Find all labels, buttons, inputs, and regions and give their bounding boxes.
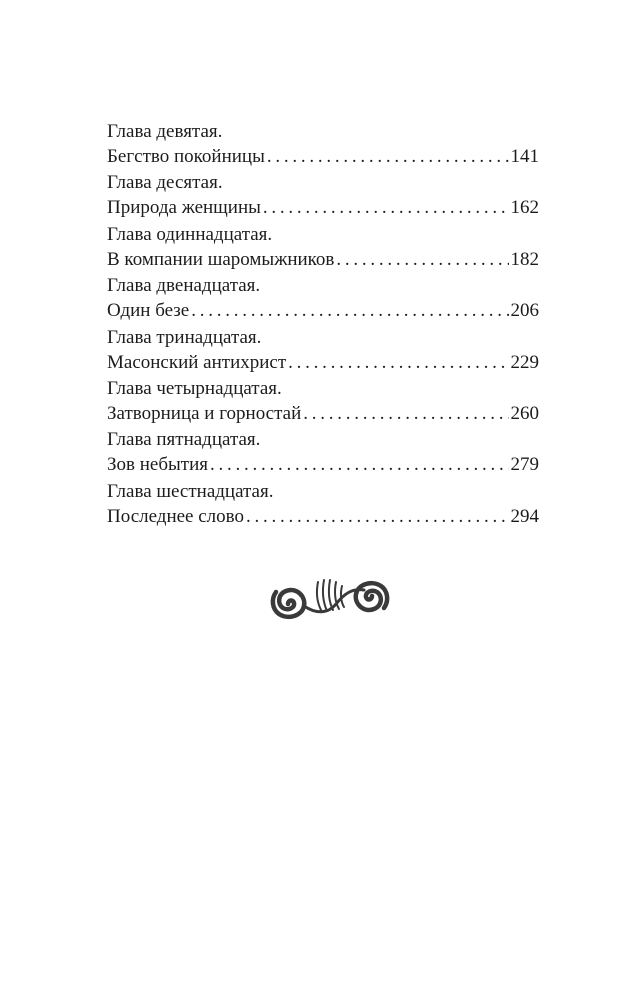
- toc-entry: [107, 376, 539, 427]
- chapter-title: Масонский антихрист: [107, 351, 287, 373]
- chapter-title: Бегство покойницы: [107, 146, 265, 167]
- dot-leader: [263, 195, 509, 221]
- chapter-title: В компании шаромыжников: [107, 248, 335, 270]
- dot-leader: [210, 452, 509, 478]
- page-number: 279: [510, 454, 539, 476]
- chapter-title-line: [107, 504, 539, 530]
- chapter-label: Глава девятая.: [107, 121, 223, 142]
- chapter-title-line: [107, 195, 539, 221]
- chapter-title-line: [107, 247, 539, 273]
- chapter-title-line: [107, 144, 539, 170]
- page-number: 229: [510, 351, 539, 373]
- chapter-title-line: [107, 298, 539, 324]
- chapter-label: Глава четырнадцатая.: [107, 377, 282, 399]
- chapter-title: Последнее слово: [107, 505, 244, 527]
- page-number: 162: [510, 197, 539, 219]
- dot-leader: [303, 401, 508, 427]
- toc-entry: [107, 325, 539, 376]
- toc-entry: [107, 427, 539, 478]
- chapter-label: Глава шестнадцатая.: [107, 480, 274, 502]
- dot-leader: [267, 144, 509, 170]
- chapter-label: Глава двенадцатая.: [107, 275, 261, 297]
- page-number: 182: [510, 248, 539, 270]
- page-number: 141: [510, 146, 539, 167]
- page-number: 294: [510, 505, 539, 527]
- dot-leader: [336, 247, 508, 273]
- chapter-title-line: [107, 401, 539, 427]
- chapter-title-line: [107, 350, 539, 376]
- chapter-label: Глава тринадцатая.: [107, 326, 262, 348]
- dot-leader: [288, 350, 508, 376]
- toc-entry: [107, 479, 539, 530]
- page-number: 206: [510, 300, 539, 322]
- chapter-title: Затворница и горностай: [107, 402, 302, 424]
- toc-entry: [107, 170, 539, 221]
- toc-entry: [107, 273, 539, 324]
- page-number: 260: [510, 402, 539, 424]
- chapter-title-line: [107, 452, 539, 478]
- toc-entry: [107, 119, 539, 170]
- chapter-label: Глава десятая.: [107, 172, 223, 194]
- dot-leader: [246, 504, 509, 530]
- chapter-label: Глава пятнадцатая.: [107, 429, 261, 451]
- chapter-title: Зов небытия: [107, 454, 208, 476]
- chapter-title: Один безе: [107, 300, 190, 322]
- toc-entry: [107, 222, 539, 273]
- dot-leader: [191, 298, 508, 324]
- swirl-ornament-icon: [266, 574, 394, 624]
- table-of-contents: [107, 119, 539, 530]
- chapter-title: Природа женщины: [107, 197, 261, 219]
- chapter-label: Глава одиннадцатая.: [107, 223, 273, 245]
